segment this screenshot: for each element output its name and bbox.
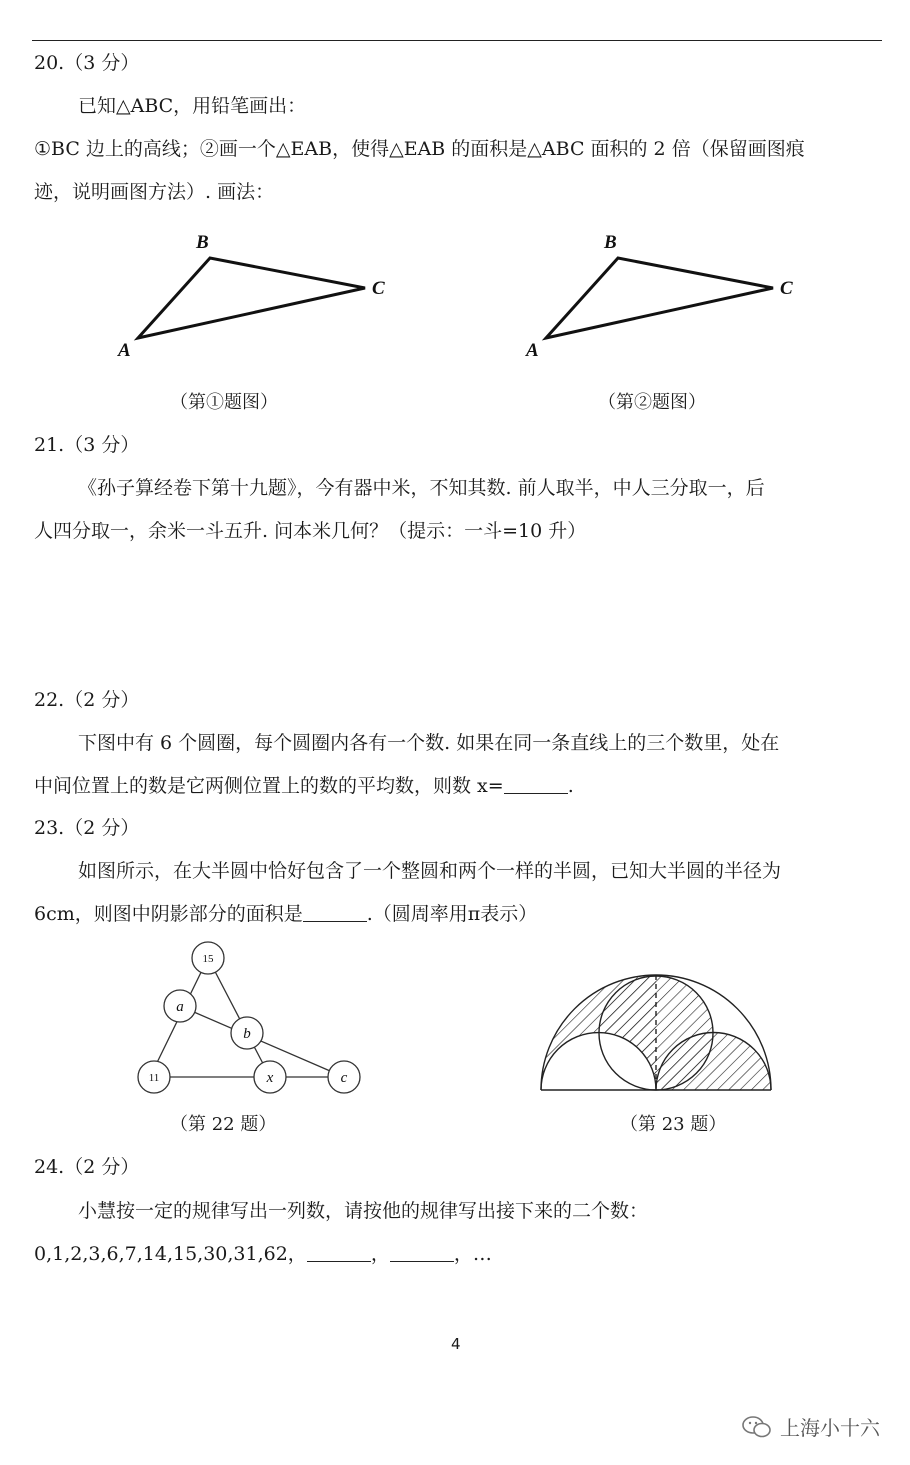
watermark-text: 上海小十六	[780, 1416, 880, 1440]
node-b-label: b	[243, 1026, 251, 1042]
q24-answer-blank-2[interactable]	[390, 1243, 454, 1262]
q20-fig1-caption: （第①题图）	[170, 392, 278, 413]
vertex-c-label: C	[372, 278, 385, 299]
q22-answer-blank[interactable]	[504, 775, 568, 794]
q23-caption: （第 23 题）	[620, 1114, 727, 1135]
vertex-b-label: B	[604, 232, 617, 253]
vertex-a-label: A	[526, 340, 539, 361]
q23-figure	[535, 955, 785, 1100]
q22-line2-text: 中间位置上的数是它两侧位置上的数的平均数，则数 x=	[34, 775, 504, 797]
q24-answer-blank-1[interactable]	[307, 1243, 371, 1262]
q20-line2: ①BC 边上的高线；②画一个△EAB，使得△EAB 的面积是△ABC 面积的 2 倍（保留画图痕	[34, 138, 805, 160]
triangle-abc	[546, 258, 773, 338]
q21-line2: 人四分取一，余米一斗五升. 问本米几何？（提示：一斗=10 升）	[34, 520, 587, 542]
q20-figure-1	[110, 228, 410, 368]
node-x-label: x	[266, 1070, 274, 1086]
watermark	[742, 1412, 880, 1441]
q24-line2	[34, 1241, 492, 1267]
q23-answer-blank[interactable]	[303, 903, 367, 922]
node-a-label: a	[176, 999, 184, 1015]
q20-line1: 已知△ABC，用铅笔画出：	[78, 95, 307, 117]
q23-line2-text: 6cm，则图中阴影部分的面积是	[34, 903, 303, 925]
q24-line1: 小慧按一定的规律写出一列数，请按他的规律写出接下来的二个数：	[78, 1200, 649, 1222]
q20-fig2-caption: （第②题图）	[598, 392, 706, 413]
q23-header: 23.（2 分）	[34, 817, 140, 839]
triangle-abc	[138, 258, 365, 338]
q20-header: 20.（3 分）	[34, 52, 140, 74]
q22-figure	[120, 930, 380, 1110]
q22-line1: 下图中有 6 个圆圈，每个圆圈内各有一个数. 如果在同一条直线上的三个数里，处在	[78, 732, 780, 754]
node-top-label: 15	[202, 953, 214, 965]
q23-line2	[34, 901, 537, 927]
q22-line2	[34, 773, 574, 799]
q24-header: 24.（2 分）	[34, 1156, 140, 1178]
node-left-label: 11	[148, 1072, 160, 1084]
vertex-c-label: C	[780, 278, 793, 299]
q24-separator: ，	[370, 1243, 390, 1265]
q23-line2-end: .（圆周率用π表示）	[366, 903, 538, 925]
q22-header: 22.（2 分）	[34, 689, 140, 711]
wechat-icon	[742, 1415, 772, 1439]
vertex-a-label: A	[118, 340, 131, 361]
q24-sequence: 0,1,2,3,6,7,14,15,30,31,62，	[34, 1243, 307, 1265]
q22-caption: （第 22 题）	[170, 1114, 277, 1135]
page-number: 4	[451, 1335, 461, 1353]
node-c-label: c	[340, 1070, 348, 1086]
q21-header: 21.（3 分）	[34, 434, 140, 456]
q21-line1: 《孙子算经卷下第十九题》，今有器中米，不知其数. 前人取半，中人三分取一，后	[78, 477, 765, 499]
q20-figure-2	[518, 228, 818, 368]
vertex-b-label: B	[196, 232, 209, 253]
q24-ellipsis: ，…	[453, 1243, 492, 1265]
q23-line1: 如图所示，在大半圆中恰好包含了一个整圆和两个一样的半圆，已知大半圆的半径为	[78, 860, 782, 882]
q22-line2-end: .	[567, 775, 574, 797]
q22-circles	[138, 942, 360, 1093]
q20-line3: 迹，说明画图方法）. 画法：	[34, 181, 275, 203]
top-rule	[32, 40, 882, 41]
